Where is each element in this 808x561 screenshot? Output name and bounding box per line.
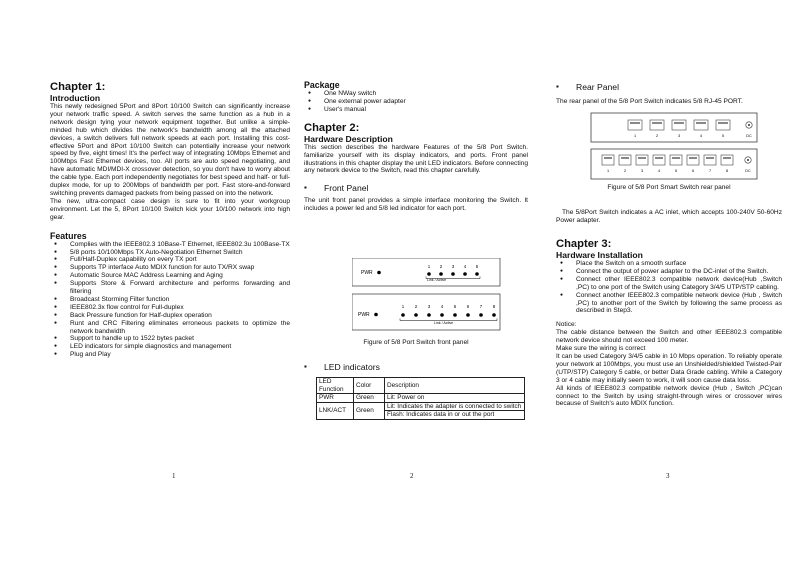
front-pwr-label-5: PWR — [361, 270, 373, 276]
port-led-icon — [479, 313, 483, 317]
port-led-icon — [414, 313, 418, 317]
rj45-contacts-icon — [630, 122, 640, 124]
port-number-label: 7 — [708, 169, 712, 173]
page-2 — [304, 0, 528, 561]
rj45-port-icon — [672, 120, 686, 130]
port-led-icon — [427, 272, 431, 276]
table-header: Color — [354, 378, 385, 394]
list-item: ● User's manual — [304, 106, 528, 114]
port-led-icon — [401, 313, 405, 317]
list-item: ● Supports TP interface Auto MDIX function for auto TX/RX swap — [50, 264, 290, 272]
installation-steps — [556, 260, 782, 315]
hardware-installation-heading: Hardware Installation — [556, 250, 643, 260]
port-led-icon — [466, 313, 470, 317]
page-number: 3 — [666, 472, 670, 480]
port-number-label: 6 — [466, 304, 470, 309]
list-item: ● Complies with the IEEE802.3 10Base-T Ethernet, IEEE802.3u 100Base-TX — [50, 241, 290, 249]
led-table — [316, 377, 525, 420]
ac-inlet-paragraph: The 5/8Port Switch indicates a AC inlet, which accepts 100-240V 50-60Hz Power adapter. — [556, 209, 782, 224]
front-panel-caption: Figure of 5/8 Port Switch front panel — [363, 339, 469, 346]
notice-text: It can be used Category 3/4/5 cable in 10 Mbps operation. To reliably operate your network at 100Mbps, you must use an Unshielded/shielded Twisted-Pair (UTP/STP) Category 5 cable, or better Data Grade cabling. While a Category 3 or 4 cable may initially seem to work, it will soon cause data loss. — [556, 352, 782, 384]
port-number-label: 5 — [453, 304, 457, 309]
dc-inlet-pin-icon — [748, 124, 750, 126]
list-item: ● LED indicators for simple diagnostics and management — [50, 343, 290, 351]
rear-panel-paragraph: The rear panel of the 5/8 Port Switch indicates 5/8 RJ-45 PORT. — [556, 98, 743, 105]
port-number-label: 4 — [440, 304, 444, 309]
rj45-port-icon — [628, 120, 642, 130]
features-heading: Features — [50, 230, 87, 241]
port-number-label: 2 — [414, 304, 418, 309]
rear-panel-heading: ▪ Rear Panel — [556, 82, 619, 92]
rj45-contacts-icon — [655, 157, 663, 159]
table-cell: LNK/ACT — [317, 402, 354, 419]
notice-text: Make sure the wiring is correct — [556, 345, 646, 353]
front-linkact-label-8: Link / Active — [434, 321, 454, 325]
notice-text: All kinds of IEEE802.3 compatible network device (Hub , Switch ,PC)can connect to the Switch by using straight-through wires or crossover wires because of Switch's auto MDIX function. — [556, 384, 782, 408]
intro-paragraph-2: The new, ultra-compact case design is sure to fit into your workgroup environment. Let the 5, 8Port 10/100 Switch kick your 10/100 network into high gear. — [50, 197, 290, 221]
rj45-contacts-icon — [672, 157, 680, 159]
port-number-label: 4 — [463, 264, 467, 269]
front-pwr-label-8: PWR — [358, 312, 370, 318]
pwr-led-icon — [377, 271, 381, 275]
port-number-label: 7 — [479, 304, 483, 309]
port-number-label: 5 — [674, 169, 678, 173]
port-number-label: 2 — [655, 134, 659, 138]
hardware-description-paragraph: This section describes the hardware Features of the 5/8 Port Switch. familiarize yourself with its display indicators, and ports. Front panel illustrations in this chapter display the unit LED indicators. Before connecting any network device to the Switch, read this chapter carefully. — [304, 143, 528, 175]
list-item: ● Runt and CRC Filtering eliminates erroneous packets to optimize the network bandwidth — [50, 320, 290, 336]
port-led-icon — [451, 272, 455, 276]
rj45-port-icon — [694, 120, 708, 130]
rj45-port-icon — [721, 155, 733, 165]
dc-label: DC — [745, 169, 751, 173]
table-cell: Lit: Indicates the adapter is connected to switch — [385, 402, 525, 411]
port-number-label: 1 — [401, 304, 405, 309]
list-item: ● Back Pressure function for Half-duplex operation — [50, 312, 290, 320]
page-number: 2 — [410, 472, 414, 480]
front-linkact-label-5: Link / Active — [427, 278, 447, 282]
rj45-contacts-icon — [696, 122, 706, 124]
chapter-1-title: Chapter 1: — [50, 81, 106, 93]
list-item: ● One external power adapter — [304, 98, 528, 106]
chapter-2-title: Chapter 2: — [304, 121, 360, 134]
port-number-label: 8 — [492, 304, 496, 309]
port-led-icon — [475, 272, 479, 276]
list-item: ● Broadcast Storming Filter function — [50, 296, 290, 304]
port-number-label: 1 — [427, 264, 431, 269]
chapter-3-title: Chapter 3: — [556, 238, 612, 250]
port-number-label: 3 — [640, 169, 644, 173]
port-led-icon — [492, 313, 496, 317]
port-number-label: 1 — [633, 134, 637, 138]
dc-inlet-pin-icon — [747, 159, 749, 161]
table-cell: Lit: Power on — [385, 394, 525, 403]
hardware-description-heading: Hardware Description — [304, 133, 393, 144]
port-number-label: 3 — [427, 304, 431, 309]
table-cell: Green — [354, 402, 385, 419]
front-panel-8port-outline — [352, 294, 500, 330]
list-item: ● One NWay switch — [304, 90, 528, 98]
table-header-row — [317, 378, 525, 394]
front-panel-illustration — [352, 258, 502, 332]
rj45-port-icon — [636, 155, 648, 165]
rj45-contacts-icon — [718, 122, 728, 124]
page-3 — [556, 0, 782, 561]
rj45-port-icon — [687, 155, 699, 165]
front-panel-paragraph: The unit front panel provides a simple interface monitoring the Switch. It includes a power led and 5/8 led indicator for each port. — [304, 197, 528, 213]
rj45-contacts-icon — [723, 157, 731, 159]
rj45-port-icon — [653, 155, 665, 165]
table-cell: Flash: Indicates data in or out the port — [385, 411, 525, 420]
port-number-label: 6 — [691, 169, 695, 173]
list-item: ● Supports Store & Forward architecture and performs forwarding and filtering — [50, 280, 290, 296]
rj45-port-icon — [670, 155, 682, 165]
list-item: ● Connect the output of power adapter to the DC-inlet of the Switch. — [556, 268, 782, 276]
front-5port-leds — [426, 264, 480, 279]
port-led-icon — [440, 313, 444, 317]
page-1 — [50, 0, 290, 561]
table-cell: Green — [354, 394, 385, 403]
port-number-label: 1 — [606, 169, 610, 173]
port-number-label: 2 — [623, 169, 627, 173]
rj45-port-icon — [602, 155, 614, 165]
rj45-contacts-icon — [652, 122, 662, 124]
rj45-contacts-icon — [689, 157, 697, 159]
port-number-label: 5 — [721, 134, 725, 138]
introduction-heading: Introduction — [50, 93, 101, 103]
table-row — [317, 402, 525, 411]
rj45-port-icon — [704, 155, 716, 165]
port-number-label: 8 — [725, 169, 729, 173]
port-led-icon — [453, 313, 457, 317]
rear-panel-illustration — [590, 112, 760, 184]
list-item: ● IEEE802.3x flow control for Full-duplex — [50, 304, 290, 312]
list-item: ● Place the Switch on a smooth surface — [556, 260, 782, 268]
rj45-contacts-icon — [674, 122, 684, 124]
rj45-contacts-icon — [706, 157, 714, 159]
port-number-label: 5 — [475, 264, 479, 269]
port-number-label: 2 — [439, 264, 443, 269]
table-header: Description — [385, 378, 525, 394]
rj45-port-icon — [716, 120, 730, 130]
intro-paragraph: This newly redesigned 5Port and 8Port 10/100 Switch can significantly increase your network traffic speed. A switch serves the same function as a hub in a network design tying your network equipment together. But unlike a simple-minded hub which divides the network's bandwidth among all the attached devices, a switch delivers full network speeds at each port. Installing this cost-effective 5Port and 8Port 10/100 Switch can potentially increase your network speed by five, eight times! It's the perfect way of integrating 10Mbps Ethernet and 100Mbps Fast Ethernet devices, too. All ports are auto speed negotiating, and have automatic MDI/MDI-X crossover detection, so you don't have to worry about the cable type. Each port independently negotiates for best speed and half- or full-duplex mode, for up to 200Mbps of bandwidth per port. Fast store-and-forward switching prevents damaged packets from being passed on into the network. — [50, 103, 290, 197]
rj45-port-icon — [619, 155, 631, 165]
front-8port-leds — [400, 304, 497, 321]
package-list — [304, 90, 528, 114]
port-number-label: 3 — [451, 264, 455, 269]
pwr-led-icon — [374, 313, 378, 317]
front-panel-5port-outline — [352, 258, 500, 286]
package-heading: Package — [304, 80, 340, 90]
front-panel-heading: ▪ Front Panel — [304, 183, 528, 193]
rj45-contacts-icon — [621, 157, 629, 159]
list-item: ● Full/Half-Duplex capability on every TX port — [50, 256, 290, 264]
table-cell: PWR — [317, 394, 354, 403]
rear-panel-caption: Figure of 5/8 Port Smart Switch rear panel — [607, 184, 731, 191]
rj45-contacts-icon — [604, 157, 612, 159]
port-led-icon — [463, 272, 467, 276]
port-led-icon — [427, 313, 431, 317]
list-item: ● Connect another IEEE802.3 compatible network device (Hub , Switch ,PC) to another port of the Switch by following the same process as described in Step3. — [556, 292, 782, 316]
notice-heading: Notice: — [556, 321, 577, 329]
table-header: LED Function — [317, 378, 354, 394]
list-item: ● Connect other IEEE802.3 compatible network device(Hub ,Switch ,PC) to one port of the Switch using Category 3/4/5 UTP/STP cabling. — [556, 276, 782, 292]
port-number-label: 3 — [677, 134, 681, 138]
rj45-contacts-icon — [638, 157, 646, 159]
table-row — [317, 394, 525, 403]
notice-text: The cable distance between the Switch and other IEEE802.3 compatible network device should not exceed 100 meter. — [556, 329, 782, 345]
led-indicators-heading: ▪ LED indicators — [304, 362, 380, 372]
list-item: ● Automatic Source MAC Address Learning and Aging — [50, 272, 290, 280]
list-item: ● Support to handle up to 1522 bytes packet — [50, 335, 290, 343]
list-item: ● 5/8 ports 10/100Mbps TX Auto-Negotiation Ethernet Switch — [50, 249, 290, 257]
list-item: ● Plug and Play — [50, 351, 290, 359]
page-number: 1 — [172, 472, 176, 480]
port-led-icon — [439, 272, 443, 276]
port-number-label: 4 — [657, 169, 661, 173]
port-number-label: 4 — [699, 134, 703, 138]
features-list — [50, 241, 290, 360]
dc-label: DC — [746, 134, 752, 138]
rj45-port-icon — [650, 120, 664, 130]
